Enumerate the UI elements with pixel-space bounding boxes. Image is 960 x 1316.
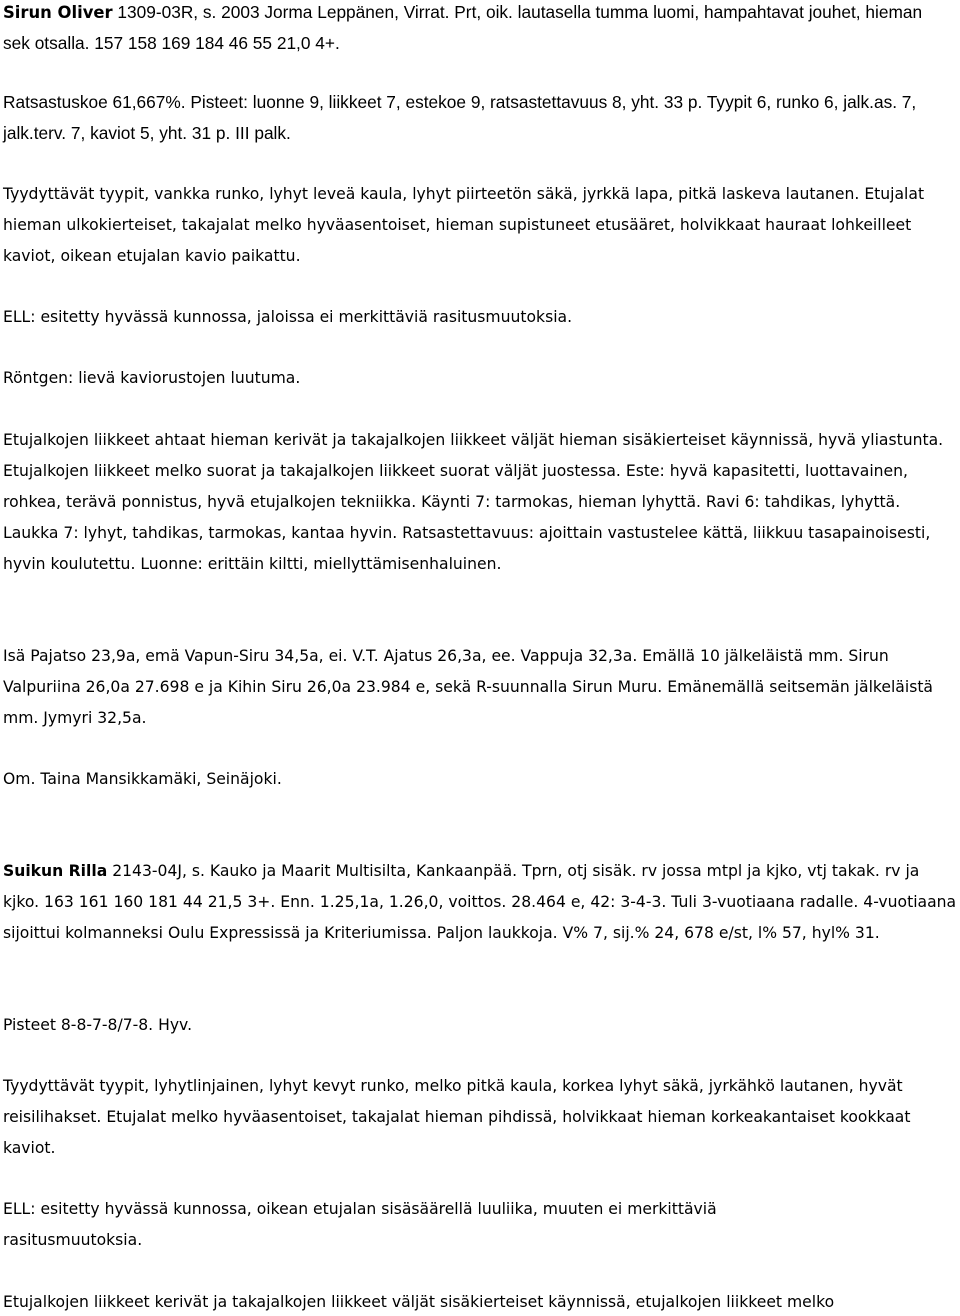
entry1-header: [3, 0, 948, 59]
entry1-movement: Etujalkojen liikkeet ahtaat hieman kerivät ja takajalkojen liikkeet väljät hieman sisäkierteiset käynnissä, hyvä yliastunta. Etujalkojen liikkeet melko suorat ja takajalkojen liikkeet suorat väljät juostessa. Este: hyvä kapasitetti, luottavainen, rohkea, terävä ponnistus, hyvä etujalkojen tekniikka. Käynti 7: tarmokas, hieman lyhyttä. Ravi 6: tahdikas, lyhyttä. Laukka 7: lyhyt, tahdikas, tarmokas, kantaa hyvin. Ratsastettavuus: ajoittain vastustelee kättä, liikkuu tasapainoisesti, hyvin koulutettu. Luonne: erittäin kiltti, miellyttämisenhaluinen.: [3, 431, 944, 573]
entry2-scores: Pisteet 8-8-7-8/7-8. Hyv.: [3, 1016, 193, 1034]
entry2-header: [3, 856, 957, 949]
entry1-header-details: 1309-03R, s. 2003 Jorma Leppänen, Virrat. Prt, oik. lautasella tumma luomi, hampahtavat jouhet, hieman sek otsalla. 157 158 169 184 46 55 21,0 4+.: [3, 2, 923, 53]
entry2-conformation: Tyydyttävät tyypit, lyhytlinjainen, lyhyt kevyt runko, melko pitkä kaula, korkea lyhyt säkä, jyrkähkö lautanen, hyvät reisilihakset. Etujalat melko hyväasentoiset, takajalat hieman pihdissä, holvikkaat hieman korkeakantaiset kookkaat kaviot.: [3, 1077, 911, 1157]
entry1-pedigree: Isä Pajatso 23,9a, emä Vapun-Siru 34,5a, ei. V.T. Ajatus 26,3a, ee. Vappuja 32,3a. Emällä 10 jälkeläistä mm. Sirun Valpuriina 26,0a 27.698 e ja Kihin Siru 26,0a 23.984 e, sekä R-suunnalla Sirun Muru. Emänemällä seitsemän jälkeläistä mm. Jymyri 32,5a.: [3, 647, 933, 727]
entry2-horse-name: Suikun Rilla: [3, 862, 108, 880]
entry1-scores: Ratsastuskoe 61,667%. Pisteet: luonne 9, liikkeet 7, estekoe 9, ratsastettavuus 8, yht. 33 p. Tyypit 6, runko 6, jalk.as. 7, jalk.terv. 7, kaviot 5, yht. 31 p. III palk.: [3, 92, 917, 143]
entry2-movement-partial: Etujalkojen liikkeet kerivät ja takajalkojen liikkeet väljät sisäkierteiset käynnissä, etujalkojen liikkeet melko: [3, 1293, 835, 1311]
entry1-owner: Om. Taina Mansikkamäki, Seinäjoki.: [3, 770, 282, 788]
entry1-vet-check: ELL: esitetty hyvässä kunnossa, jaloissa ei merkittäviä rasitusmuutoksia.: [3, 308, 573, 326]
entry2-header-details: 2143-04J, s. Kauko ja Maarit Multisilta, Kankaanpää. Tprn, otj sisäk. rv jossa mtpl ja kjko, vtj takak. rv ja kjko. 163 161 160 181 44 21,5 3+. Enn. 1.25,1a, 1.26,0, voittos. 28.464 e, 42: 3-4-3. Tuli 3-vuotiaana radalle. 4-vuotiaana sijoittui kolmanneksi Oulu Expressissä ja Kriteriumissa. Paljon laukkoja. V% 7, sij.% 24, 678 e/st, l% 57, hyl% 31.: [3, 862, 957, 942]
entry1-xray: Röntgen: lievä kaviorustojen luutuma.: [3, 369, 301, 387]
entry1-horse-name: Sirun Oliver: [3, 3, 113, 22]
entry1-conformation: Tyydyttävät tyypit, vankka runko, lyhyt leveä kaula, lyhyt piirteetön säkä, jyrkkä lapa, pitkä laskeva lautanen. Etujalat hieman ulkokierteiset, takajalat melko hyväasentoiset, hieman supistuneet etusääret, holvikkaat hauraat lohkeilleet kaviot, oikean etujalan kavio paikattu.: [3, 185, 925, 265]
entry2-vet-check: ELL: esitetty hyvässä kunnossa, oikean etujalan sisäsäärellä luuliika, muuten ei merkittäviä rasitusmuutoksia.: [3, 1200, 717, 1249]
